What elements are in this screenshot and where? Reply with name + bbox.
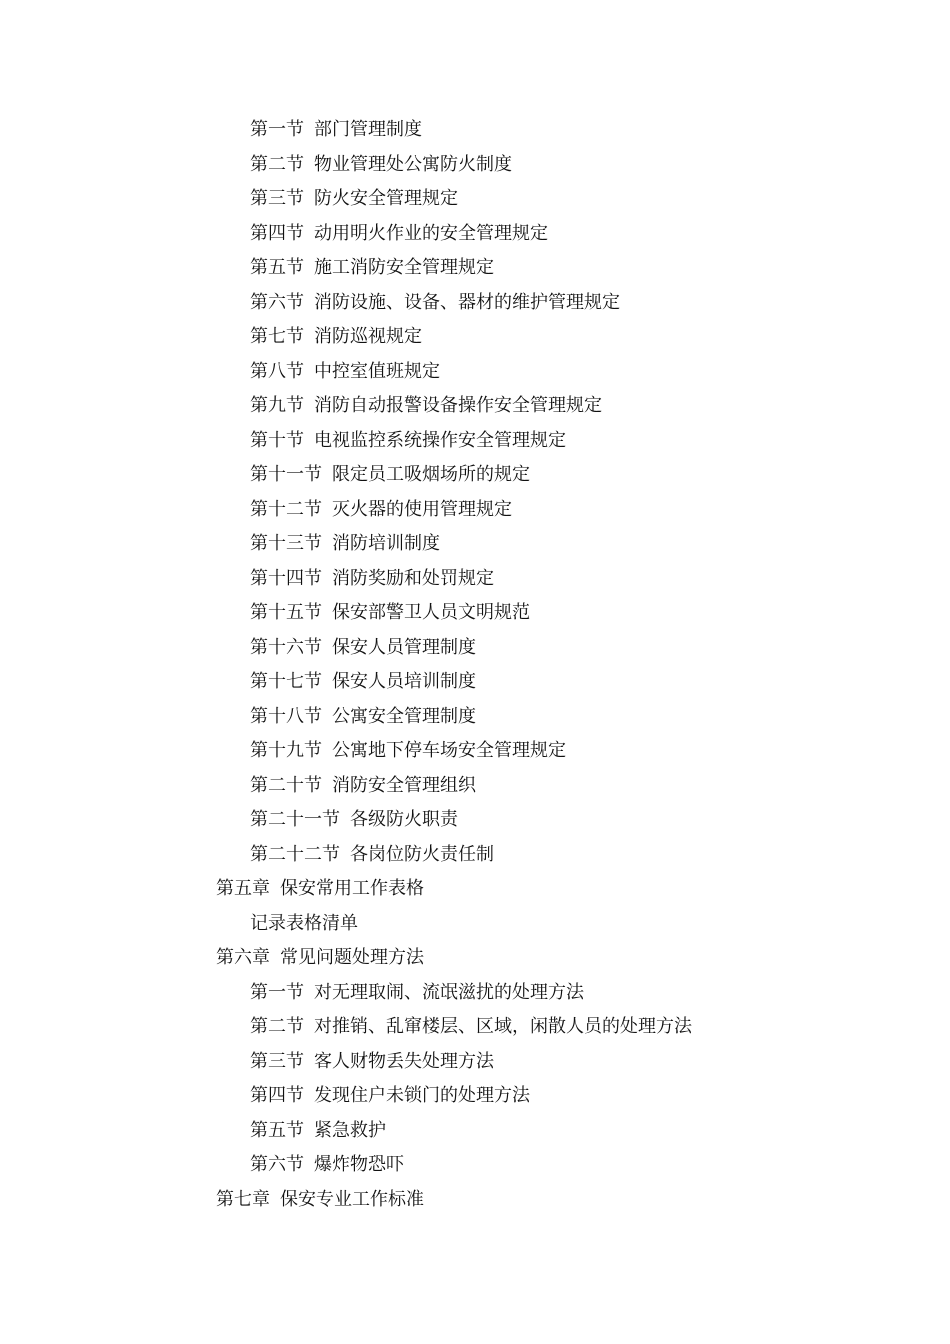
toc-entry-title: 灭火器的使用管理规定 <box>332 498 512 520</box>
toc-entry-title: 公寓地下停车场安全管理规定 <box>332 740 566 761</box>
toc-entry-number: 第四节 <box>250 222 304 244</box>
toc-section-entry <box>0 389 950 424</box>
toc-entry-number: 第二十二节 <box>250 843 340 865</box>
toc-entry-number: 第十五节 <box>250 602 322 623</box>
toc-section-entry <box>0 527 950 562</box>
toc-section-entry <box>0 596 950 631</box>
toc-entry-title: 消防巡视规定 <box>314 326 422 347</box>
toc-section-entry <box>0 562 950 597</box>
toc-entry-number: 第九节 <box>250 395 304 416</box>
toc-entry-number: 第十九节 <box>250 740 322 761</box>
toc-entry-title: 各级防火职责 <box>350 809 458 830</box>
toc-entry-number: 第五节 <box>250 257 304 278</box>
toc-section-entry <box>0 1010 950 1045</box>
toc-entry-number: 第二节 <box>250 1016 304 1037</box>
toc-entry-title: 施工消防安全管理规定 <box>314 257 494 278</box>
toc-section-entry <box>0 976 950 1011</box>
toc-entry-title: 常见问题处理方法 <box>280 947 424 968</box>
toc-entry-title: 消防培训制度 <box>332 533 440 554</box>
toc-entry-title: 限定员工吸烟场所的规定 <box>332 464 530 485</box>
toc-entry-number: 第一节 <box>250 981 304 1003</box>
toc-section-entry <box>0 803 950 838</box>
toc-section-entry <box>0 838 950 873</box>
toc-entry-title: 保安人员培训制度 <box>332 671 476 692</box>
toc-section-entry <box>0 734 950 769</box>
toc-entry-number: 第十一节 <box>250 464 322 485</box>
toc-section-entry <box>0 907 950 942</box>
toc-entry-number: 第七章 <box>216 1188 270 1210</box>
toc-entry-title: 各岗位防火责任制 <box>350 843 494 865</box>
toc-entry-number: 第六章 <box>216 947 270 968</box>
toc-entry-number: 第八节 <box>250 360 304 382</box>
toc-section-entry <box>0 665 950 700</box>
toc-section-entry <box>0 148 950 183</box>
toc-entry-title: 对推销、乱窜楼层、区域，闲散人员的处理方法 <box>314 1016 692 1037</box>
toc-entry-title: 消防自动报警设备操作安全管理规定 <box>314 395 602 416</box>
toc-entry-number: 第五节 <box>250 1119 304 1141</box>
toc-entry-number: 第六节 <box>250 291 304 313</box>
toc-entry-number: 第一节 <box>250 119 304 140</box>
toc-entry-number: 第二十节 <box>250 774 322 796</box>
toc-entry-title: 消防设施、设备、器材的维护管理规定 <box>314 291 620 313</box>
toc-entry-number: 第十六节 <box>250 636 322 658</box>
toc-section-entry <box>0 631 950 666</box>
toc-entry-title: 客人财物丢失处理方法 <box>314 1050 494 1072</box>
toc-entry-number: 第十八节 <box>250 705 322 727</box>
table-of-contents <box>0 113 950 1217</box>
toc-entry-title: 保安专业工作标准 <box>280 1188 424 1210</box>
toc-entry-title: 消防安全管理组织 <box>332 774 476 796</box>
toc-entry-title: 部门管理制度 <box>314 119 422 140</box>
toc-entry-title: 对无理取闹、流氓滋扰的处理方法 <box>314 981 584 1003</box>
toc-entry-number: 第三节 <box>250 188 304 209</box>
toc-entry-number: 第十二节 <box>250 498 322 520</box>
toc-entry-number: 第五章 <box>216 878 270 899</box>
toc-entry-title: 保安人员管理制度 <box>332 636 476 658</box>
toc-section-entry <box>0 355 950 390</box>
toc-entry-title: 紧急救护 <box>314 1119 386 1141</box>
toc-entry-title: 电视监控系统操作安全管理规定 <box>314 429 566 451</box>
toc-entry-title: 动用明火作业的安全管理规定 <box>314 222 548 244</box>
toc-entry-number: 第六节 <box>250 1154 304 1175</box>
toc-entry-number: 第十七节 <box>250 671 322 692</box>
toc-entry-title: 记录表格清单 <box>250 912 358 934</box>
toc-entry-title: 保安常用工作表格 <box>280 878 424 899</box>
toc-entry-title: 公寓安全管理制度 <box>332 705 476 727</box>
toc-chapter-entry <box>0 872 950 907</box>
toc-entry-number: 第三节 <box>250 1050 304 1072</box>
toc-entry-number: 第二十一节 <box>250 809 340 830</box>
toc-entry-number: 第十节 <box>250 429 304 451</box>
toc-chapter-entry <box>0 1183 950 1218</box>
toc-entry-title: 发现住户未锁门的处理方法 <box>314 1085 530 1106</box>
toc-section-entry <box>0 113 950 148</box>
toc-section-entry <box>0 700 950 735</box>
toc-section-entry <box>0 251 950 286</box>
toc-section-entry <box>0 493 950 528</box>
toc-section-entry <box>0 769 950 804</box>
toc-entry-title: 爆炸物恐吓 <box>314 1154 404 1175</box>
toc-section-entry <box>0 1045 950 1080</box>
toc-entry-number: 第十三节 <box>250 533 322 554</box>
toc-section-entry <box>0 1148 950 1183</box>
toc-chapter-entry <box>0 941 950 976</box>
toc-entry-number: 第十四节 <box>250 567 322 589</box>
toc-section-entry <box>0 320 950 355</box>
toc-entry-number: 第七节 <box>250 326 304 347</box>
toc-entry-title: 消防奖励和处罚规定 <box>332 567 494 589</box>
toc-entry-title: 防火安全管理规定 <box>314 188 458 209</box>
toc-entry-title: 保安部警卫人员文明规范 <box>332 602 530 623</box>
toc-section-entry <box>0 217 950 252</box>
toc-section-entry <box>0 1079 950 1114</box>
toc-section-entry <box>0 1114 950 1149</box>
toc-section-entry <box>0 286 950 321</box>
toc-section-entry <box>0 424 950 459</box>
toc-entry-number: 第二节 <box>250 153 304 175</box>
toc-entry-title: 中控室值班规定 <box>314 360 440 382</box>
toc-entry-number: 第四节 <box>250 1085 304 1106</box>
toc-section-entry <box>0 182 950 217</box>
toc-entry-title: 物业管理处公寓防火制度 <box>314 153 512 175</box>
toc-section-entry <box>0 458 950 493</box>
